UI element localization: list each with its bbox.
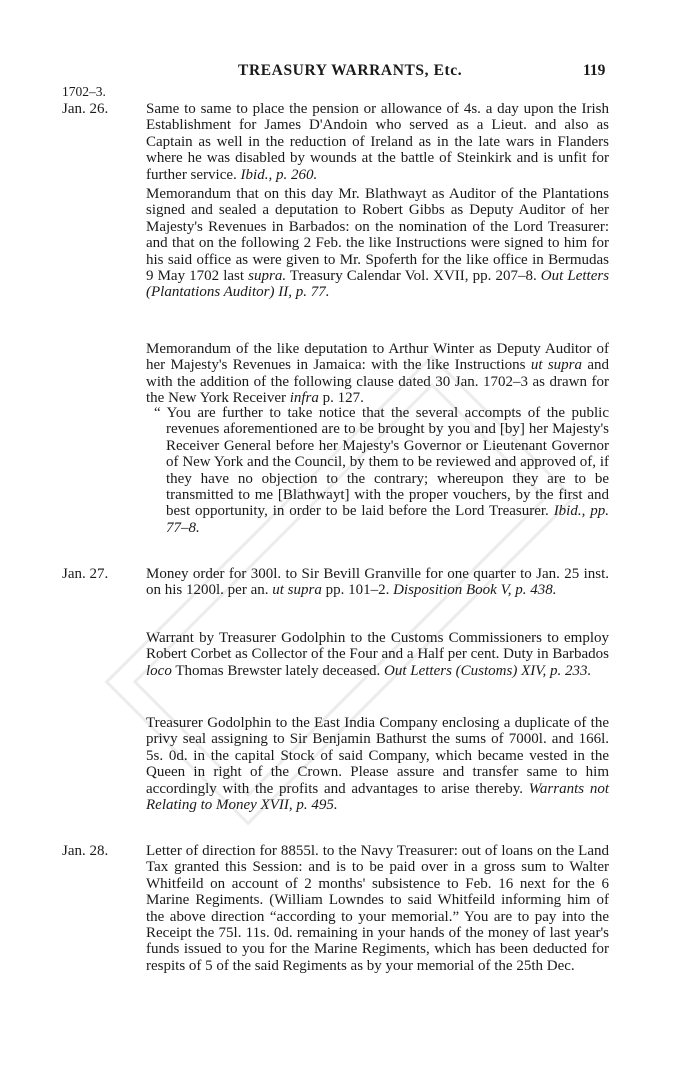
entry-text: Treasury Calendar Vol. XVII, pp. 207–8.	[289, 268, 537, 285]
year-label: 1702–3.	[62, 84, 106, 99]
entry-ut-supra: ut supra	[530, 357, 582, 374]
running-header	[0, 62, 674, 82]
entry-text: Warrant by Treasurer Godolphin to the Customs Commissioners to employ Robert Corbet as Collector of the Four and a Half per cent. Duty in Barbados	[146, 630, 609, 663]
entry-text: p. 127.	[322, 390, 364, 407]
quote-text: “ You are further to take notice that the several accompts of the public revenues aforementioned are to be brought by you and [by] her Majesty's Receiver General before her Majesty's Governor or Lieutenant Governor of New York and the Council, by them to be reviewed and approved of, if they have no objection to the contrary; whereupon they are to be transmitted to me [Blathwayt] with the proper vouchers, by the first and best opportunity, in order to be laid before the Lord Treasurer.	[154, 405, 609, 520]
entry-text: and with the addition of the following clause dated 30 Jan. 1702–3 as drawn for the New York Receiver	[146, 357, 610, 407]
quoted-clause	[154, 405, 609, 536]
entry-paragraph	[146, 566, 609, 599]
entry-text: pp. 101–2.	[325, 582, 390, 599]
entry-reference: Disposition Book V, p. 438.	[393, 582, 557, 599]
entry-text: Letter of direction for 8855l. to the Navy Treasurer: out of loans on the Land Tax granted this Session: and is to be paid over in a gross sum to Walter Whitfeild on account of 2 months' subsistence to Feb. 16 next for the 6 Marine Regiments. (William Lowndes to said Whitfeild informing him of the above direction “according to your memorial.” You are to pay into the Receipt the 75l. 11s. 0d. remaining in your hands of the money of last year's funds issued to you for the Marine Regiments, which has been deducted for respits of 5 of the said Regiments as by your memorial of the 25th Dec.	[146, 843, 609, 974]
entry-paragraph	[146, 843, 609, 974]
entry-reference: Ibid., p. 260.	[240, 166, 318, 183]
entry-ut-supra: ut supra	[272, 582, 322, 599]
entry-loco: loco	[146, 662, 172, 679]
entry-date: Jan. 26.	[62, 101, 109, 117]
header-title: TREASURY WARRANTS, Etc.	[238, 62, 463, 79]
entry-reference: Warrants not Relating to Money XVII, p. 495.	[146, 780, 609, 814]
entry-paragraph	[146, 630, 609, 679]
quote-reference: Ibid., pp. 77–8.	[166, 503, 609, 536]
entry-reference: Out Letters (Plantations Auditor) II, p. 77.	[146, 268, 610, 301]
entry-date: Jan. 27.	[62, 566, 109, 582]
entry-text: Memorandum of the like deputation to Arthur Winter as Deputy Auditor of her Majesty's Revenues in Jamaica: with the like Instructions	[146, 341, 609, 374]
entry-text: Memorandum that on this day Mr. Blathwayt as Auditor of the Plantations signed and sealed a deputation to Robert Gibbs as Deputy Auditor of her Majesty's Revenues in Barbados: on the nomination of the Lord Treasurer: and that on the following 2 Feb. the like Instructions were signed to him for his said office as were given to Mr. Spoferth for the like office in Bermudas 9 May 1702 last	[146, 186, 609, 285]
entry-paragraph	[146, 186, 609, 301]
entry-text: Money order for 300l. to Sir Bevill Granville for one quarter to Jan. 25 inst. on his 1200l. per an.	[146, 566, 609, 599]
entry-supra: supra.	[248, 268, 287, 285]
entry-infra: infra	[289, 390, 319, 407]
entry-paragraph	[146, 715, 609, 813]
page-number: 119	[583, 62, 606, 79]
entry-paragraph	[146, 101, 609, 183]
entry-text: Thomas Brewster lately deceased.	[175, 662, 381, 679]
entry-paragraph	[146, 341, 609, 407]
entry-date: Jan. 28.	[62, 843, 109, 859]
entry-text: Same to same to place the pension or allowance of 4s. a day upon the Irish Establishment for James D'Andoin who served as a Lieut. and also as Captain as well in the reduction of Ireland as in the late wars in Flanders where he was disabled by wounds at the battle of Steinkirk and is unfit for further service.	[146, 101, 609, 183]
entry-reference: Out Letters (Customs) XIV, p. 233.	[383, 662, 592, 679]
entry-text: Treasurer Godolphin to the East India Company enclosing a duplicate of the privy seal assigning to Sir Benjamin Bathurst the sums of 7000l. and 166l. 5s. 0d. in the capital Stock of said Company, which became vested in the Queen in right of the Crown. Please assure and transfer same to him accordingly with the profits and advantages to arise thereby.	[146, 715, 609, 797]
